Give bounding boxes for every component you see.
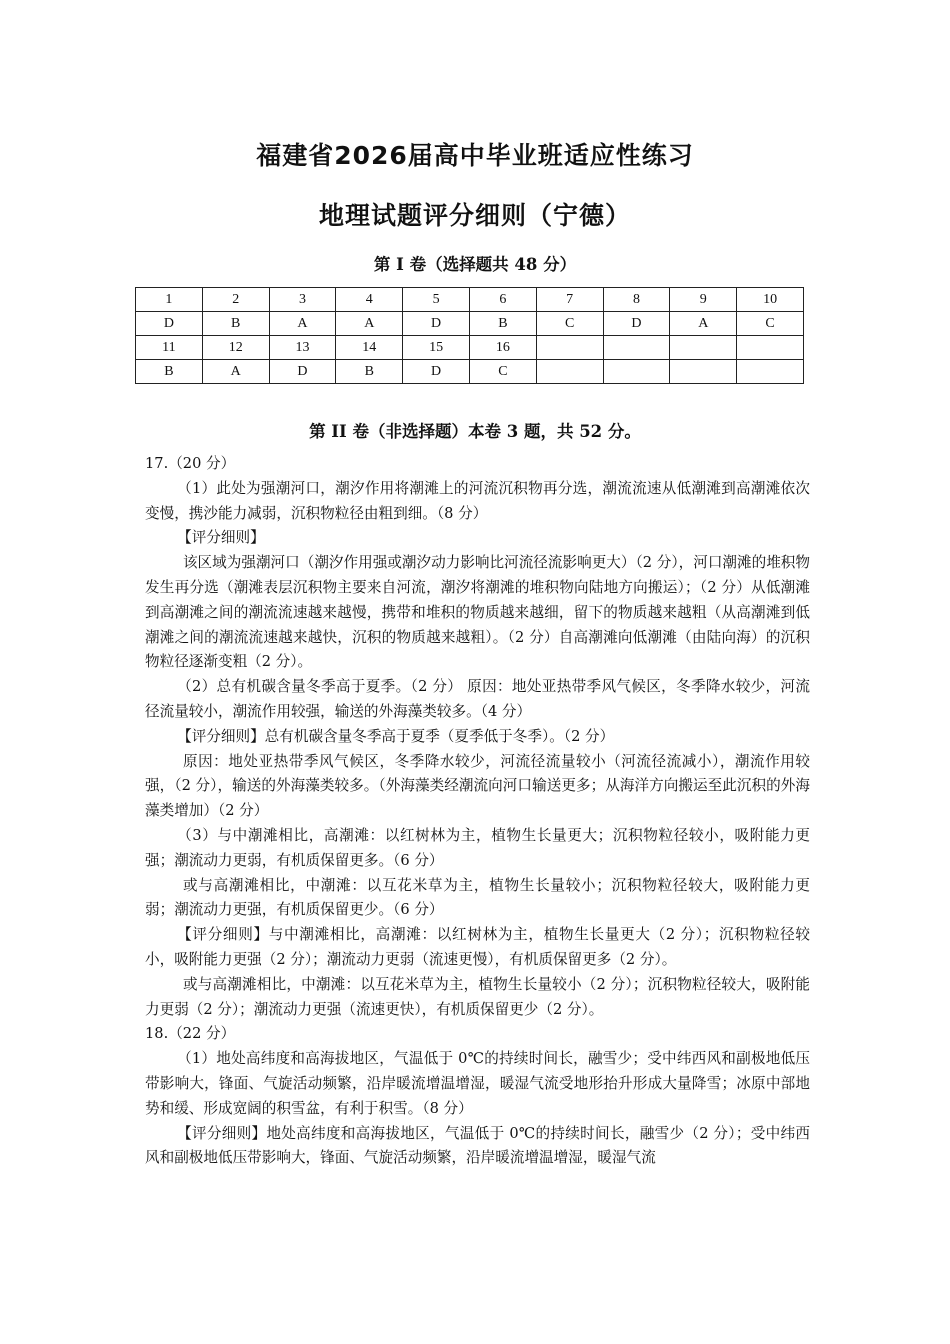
answer-paragraph: （1）地处高纬度和高海拔地区，气温低于 0℃的持续时间长，融雪少；受中纬西风和副极地低压带影响大，锋面、气旋活动频繁，沿岸暖流增温增湿，暖湿气流受地形抬升形成大量降雪；冰原中部地势和缓、形成宽阔的积雪盆，有利于积雪。（8 分） xyxy=(145,1050,810,1117)
question-number: 6 xyxy=(469,288,536,312)
answer-cell: B xyxy=(136,360,203,384)
answer-cell: B xyxy=(336,360,403,384)
question-number: 12 xyxy=(202,336,269,360)
question-number: 10 xyxy=(737,288,804,312)
question-number: 9 xyxy=(670,288,737,312)
question-number: 7 xyxy=(536,288,603,312)
answer-cell: D xyxy=(603,312,670,336)
rubric-paragraph: 【评分细则】与中潮滩相比，高潮滩：以红树林为主，植物生长量更大（2 分）；沉积物粒径较小，吸附能力更强（2 分）；潮流动力更弱（流速更慢），有机质保留更多（2 分）。 xyxy=(145,926,810,968)
answer-paragraph: （2）总有机碳含量冬季高于夏季。（2 分） 原因：地处亚热带季风气候区，冬季降水较少，河流径流量较小，潮流作用较强，输送的外海藻类较多。（4 分） xyxy=(145,678,810,720)
empty-cell xyxy=(737,360,804,384)
answer-table xyxy=(135,287,804,384)
question-heading: 18.（22 分） xyxy=(145,1025,236,1043)
answer-cell: C xyxy=(737,312,804,336)
empty-cell xyxy=(603,336,670,360)
page-subtitle: 地理试题评分细则（宁德） xyxy=(318,201,631,230)
empty-cell xyxy=(536,360,603,384)
question-number: 4 xyxy=(336,288,403,312)
rubric-paragraph: 【评分细则】总有机碳含量冬季高于夏季（夏季低于冬季）。（2 分） xyxy=(177,727,615,745)
question-number: 5 xyxy=(403,288,470,312)
rubric-paragraph: 该区域为强潮河口（潮汐作用强或潮汐动力影响比河流径流影响更大）（2 分），河口潮滩的堆积物发生再分选（潮滩表层沉积物主要来自河流，潮汐将潮滩的堆积物向陆地方向搬运）；（2 分）从低潮滩到高潮滩之间的潮流流速越来越慢，携带和堆积的物质越来越细，留下的物质越来越粗（从高潮滩到低潮滩之间的潮流流速越来越快，沉积的物质越来越粗）。（2 分）自高潮滩向低潮滩（由陆向海）的沉积物粒径逐渐变粗（2 分）。 xyxy=(145,554,810,671)
rubric-paragraph: 【评分细则】地处高纬度和高海拔地区，气温低于 0℃的持续时间长，融雪少（2 分）；受中纬西风和副极地低压带影响大，锋面、气旋活动频繁，沿岸暖流增温增湿，暖湿气流 xyxy=(145,1124,810,1167)
question-number: 1 xyxy=(136,288,203,312)
question-number: 3 xyxy=(269,288,336,312)
question-number: 2 xyxy=(202,288,269,312)
answer-cell: C xyxy=(469,360,536,384)
table-row xyxy=(136,288,804,312)
answer-cell: D xyxy=(269,360,336,384)
answer-cell: A xyxy=(202,360,269,384)
question-number: 8 xyxy=(603,288,670,312)
empty-cell xyxy=(670,336,737,360)
question-number: 14 xyxy=(336,336,403,360)
rubric-paragraph: 原因：地处亚热带季风气候区，冬季降水较少，河流径流量较小（河流径流减小），潮流作用较强，（2 分），输送的外海藻类较多。（外海藻类经潮流向河口输送更多；从海洋方向搬运至此沉积的外海藻类增加）（2 分） xyxy=(145,752,810,820)
answer-paragraph: （1）此处为强潮河口，潮汐作用将潮滩上的河流沉积物再分选，潮流流速从低潮滩到高潮滩依次变慢，携沙能力减弱，沉积物粒径由粗到细。（8 分） xyxy=(145,479,810,522)
answer-cell: B xyxy=(469,312,536,336)
question-number: 16 xyxy=(469,336,536,360)
answer-cell: B xyxy=(202,312,269,336)
answer-paragraph: 或与高潮滩相比，中潮滩：以互花米草为主，植物生长量较小；沉积物粒径较大，吸附能力更弱；潮流动力更强，有机质保留更少。（6 分） xyxy=(145,876,810,919)
rubric-paragraph: 或与高潮滩相比，中潮滩：以互花米草为主，植物生长量较小（2 分）；沉积物粒径较大，吸附能力更弱（2 分）；潮流动力更强（流速更快），有机质保留更少（2 分）。 xyxy=(145,975,810,1018)
scoring-body xyxy=(145,452,810,1171)
empty-cell xyxy=(737,336,804,360)
table-row xyxy=(136,312,804,336)
table-row xyxy=(136,360,804,384)
empty-cell xyxy=(603,360,670,384)
answer-cell: D xyxy=(403,360,470,384)
empty-cell xyxy=(670,360,737,384)
answer-cell: A xyxy=(269,312,336,336)
question-number: 11 xyxy=(136,336,203,360)
question-heading: 17.（20 分） xyxy=(145,455,236,472)
answer-paragraph: （3）与中潮滩相比，高潮滩：以红树林为主，植物生长量更大；沉积物粒径较小，吸附能力更强；潮流动力更弱，有机质保留更多。（6 分） xyxy=(145,826,810,869)
question-number: 13 xyxy=(269,336,336,360)
answer-cell: A xyxy=(670,312,737,336)
empty-cell xyxy=(536,336,603,360)
answer-cell: A xyxy=(336,312,403,336)
question-number: 15 xyxy=(403,336,470,360)
answer-cell: C xyxy=(536,312,603,336)
rubric-label: 【评分细则】 xyxy=(177,529,265,547)
section-heading-1: 第 I 卷（选择题共 48 分） xyxy=(373,255,577,274)
answer-cell: D xyxy=(403,312,470,336)
page-title: 福建省2026届高中毕业班适应性练习 xyxy=(256,141,694,170)
answer-cell: D xyxy=(136,312,203,336)
table-row xyxy=(136,336,804,360)
section-heading-2: 第 II 卷（非选择题）本卷 3 题，共 52 分。 xyxy=(309,422,641,441)
